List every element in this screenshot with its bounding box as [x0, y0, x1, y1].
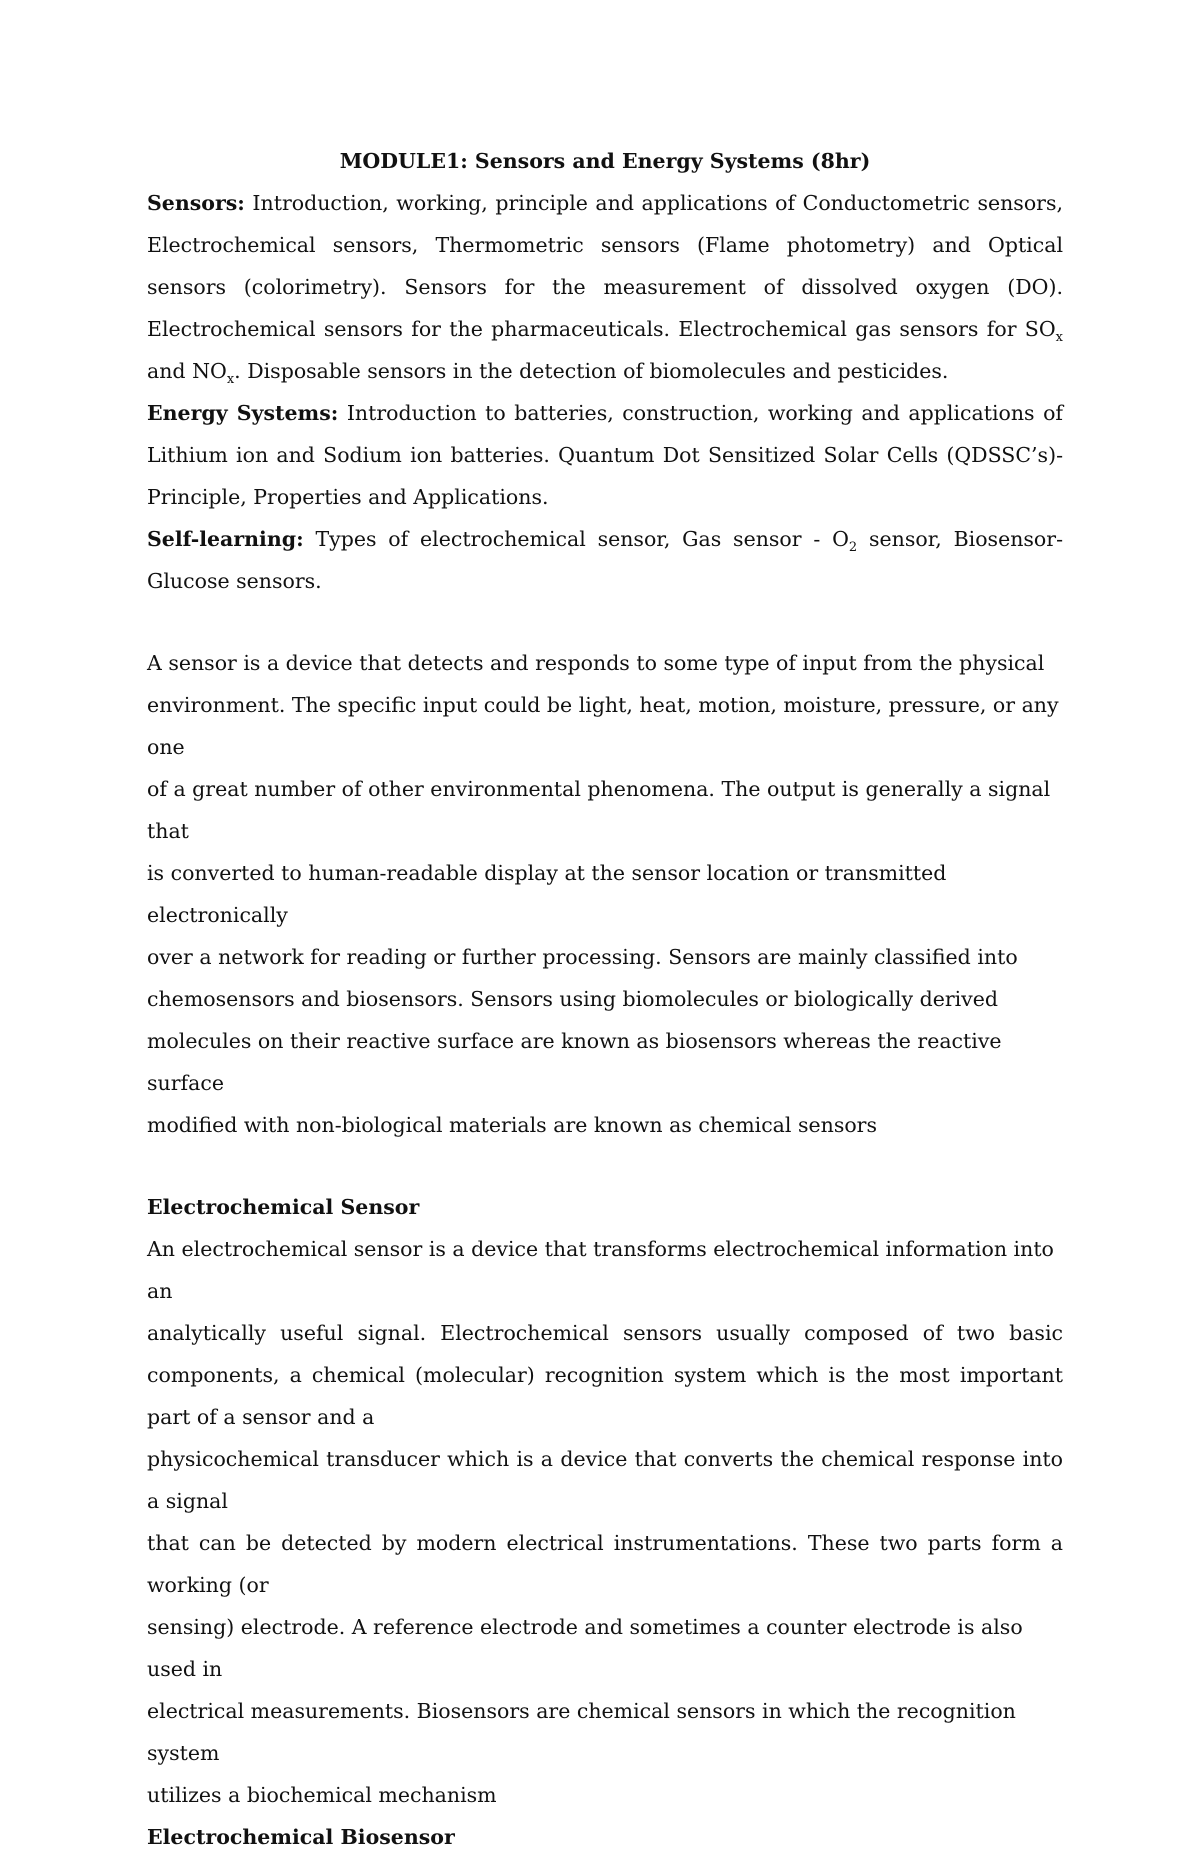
intro-line: over a network for reading or further processing. Sensors are mainly classified into: [147, 945, 1018, 969]
spacer: [147, 602, 1063, 642]
intro-line: of a great number of other environmental phenomena. The output is generally a signal that: [147, 777, 1051, 843]
es-line-1: An electrochemical sensor is a device that transforms electrochemical information into an: [147, 1237, 1054, 1303]
sensors-text-3: . Disposable sensors in the detection of biomolecules and pesticides.: [234, 359, 949, 383]
es-paragraph-2: physicochemical transducer which is a device that converts the chemical response into a signal: [147, 1447, 1063, 1513]
es-line-4: utilizes a biochemical mechanism: [147, 1783, 497, 1807]
es-line-3: electrical measurements. Biosensors are chemical sensors in which the recognition system: [147, 1699, 1016, 1765]
intro-line: environment. The specific input could be light, heat, motion, moisture, pressure, or any one: [147, 693, 1059, 759]
sensors-text-1: Introduction, working, principle and applications of Conductometric sensors, Electrochemical sensors, Thermometric sensors (Flame photometry) and Optical sensors (colorimetry). Sensors for the measurement of dissolved oxygen (DO). Electrochemical sensors for the pharmaceuticals. Electrochemical gas sensors for SO: [147, 191, 1063, 341]
energy-systems-paragraph: [147, 392, 1063, 518]
es-line-2: sensing) electrode. A reference electrode and sometimes a counter electrode is also used in: [147, 1615, 1023, 1681]
intro-line: modified with non-biological materials are known as chemical sensors: [147, 1113, 878, 1137]
document-page: [147, 140, 1063, 1858]
o2-subscript: 2: [848, 540, 858, 556]
intro-paragraph: [147, 642, 1063, 1146]
intro-line: chemosensors and biosensors. Sensors using biomolecules or biologically derived: [147, 987, 999, 1011]
sensors-text-2: and NO: [147, 359, 227, 383]
sensors-syllabus-paragraph: [147, 182, 1063, 392]
sensors-label: Sensors:: [147, 191, 245, 215]
self-learning-paragraph: [147, 518, 1063, 602]
self-learning-text-1: Types of electrochemical sensor, Gas sensor - O: [303, 527, 849, 551]
spacer: [147, 1146, 1063, 1186]
self-learning-text-2: sensor, Biosensor-Glucose sensors.: [147, 527, 1063, 593]
page-title: MODULE1: Sensors and Energy Systems (8hr): [339, 149, 871, 173]
intro-line: molecules on their reactive surface are known as biosensors whereas the reactive surface: [147, 1029, 1002, 1095]
electrochemical-sensor-heading: Electrochemical Sensor: [147, 1195, 420, 1219]
intro-line: A sensor is a device that detects and responds to some type of input from the physical: [147, 651, 1045, 675]
self-learning-label: Self-learning:: [147, 527, 304, 551]
es-paragraph-1: analytically useful signal. Electrochemical sensors usually composed of two basic components, a chemical (molecular) recognition system which is the most important part of a sensor and a: [147, 1321, 1063, 1429]
energy-systems-label: Energy Systems:: [147, 401, 339, 425]
electrochemical-biosensor-heading: Electrochemical Biosensor: [147, 1825, 455, 1849]
intro-line: is converted to human-readable display at the sensor location or transmitted electronically: [147, 861, 947, 927]
nox-subscript: x: [226, 372, 235, 388]
energy-systems-text: Introduction to batteries, construction, working and applications of Lithium ion and Sodium ion batteries. Quantum Dot Sensitized Solar Cells (QDSSC’s)-Principle, Properties and Applications.: [147, 401, 1063, 509]
es-paragraph-3: that can be detected by modern electrical instrumentations. These two parts form a working (or: [147, 1531, 1063, 1597]
sox-subscript: x: [1055, 330, 1063, 346]
